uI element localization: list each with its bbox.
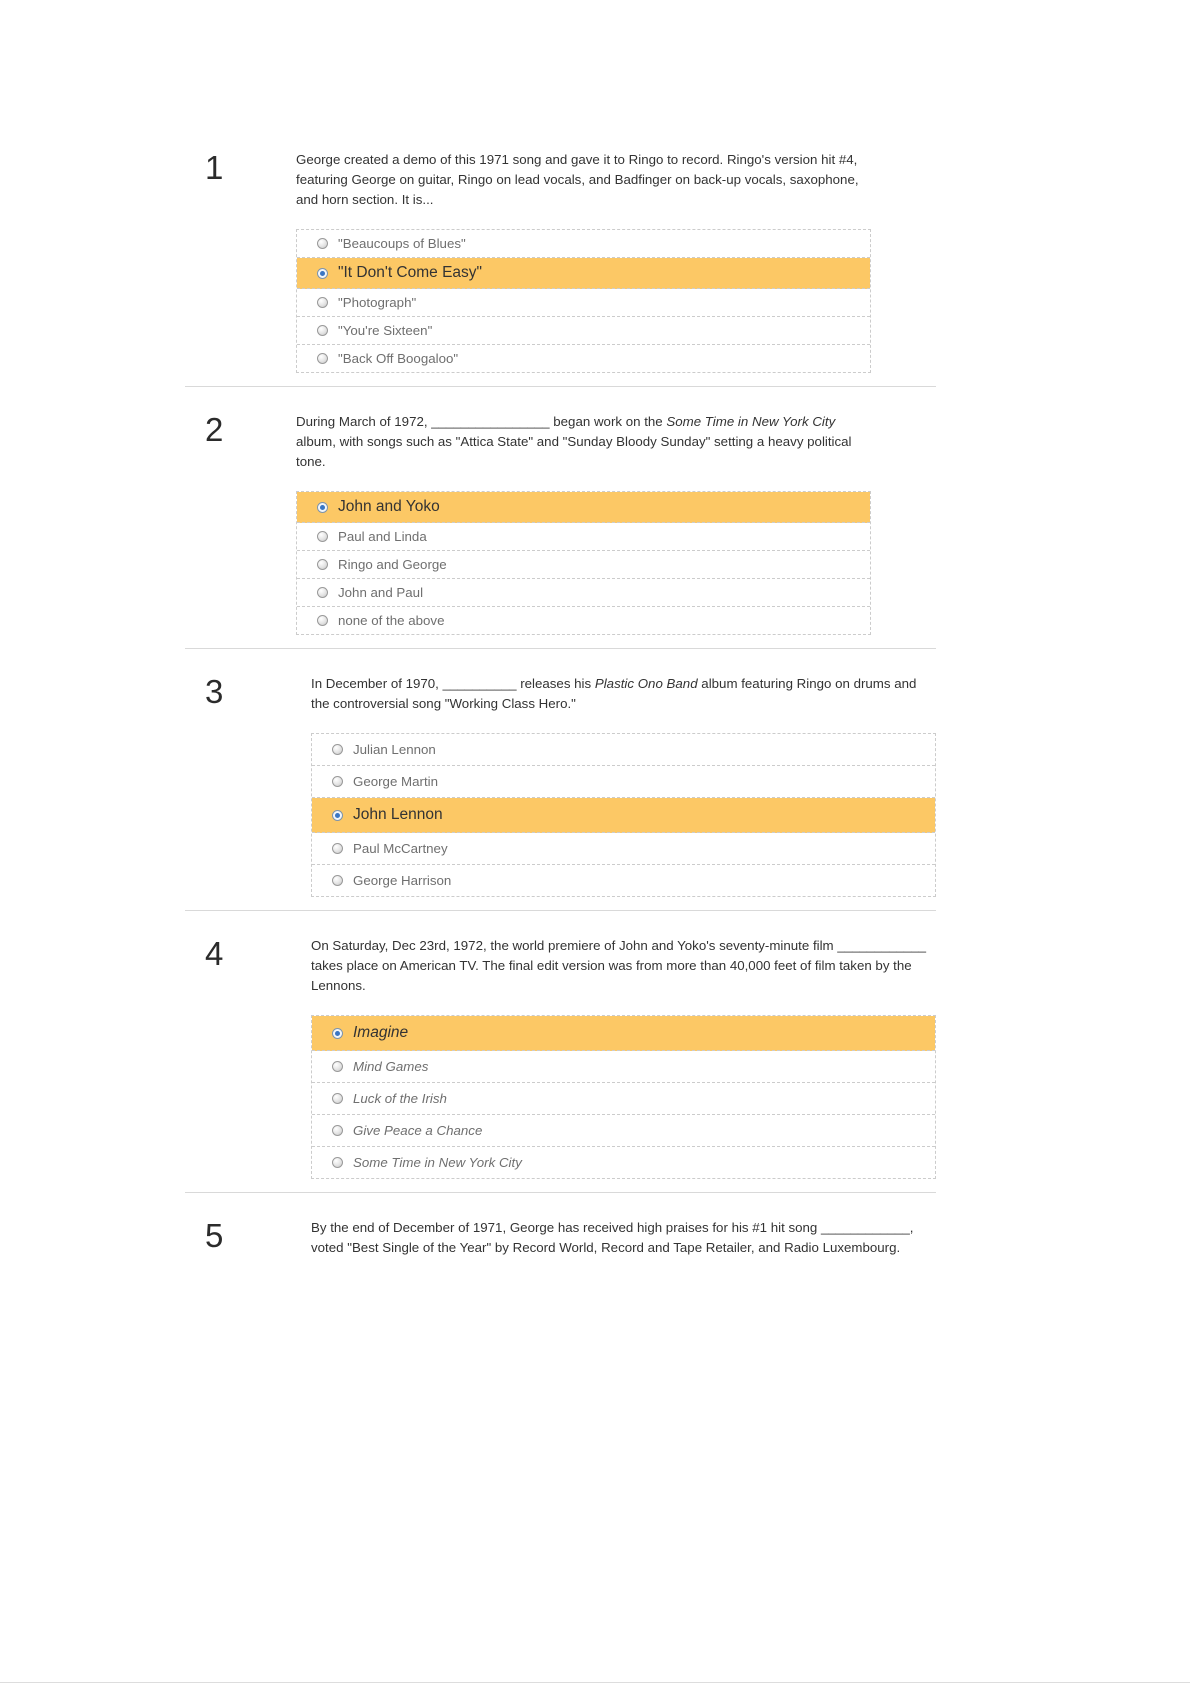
option-row[interactable] [297,258,870,289]
option-row[interactable] [312,1016,935,1051]
radio-icon[interactable] [332,875,343,886]
radio-icon[interactable] [317,238,328,249]
question-number: 2 [205,411,224,448]
radio-icon[interactable] [332,1157,343,1168]
radio-icon[interactable] [332,1125,343,1136]
answer-options [311,733,936,897]
option-label: George Martin [353,774,438,789]
option-row[interactable] [312,766,935,798]
answer-options [296,491,871,635]
question-number: 1 [205,149,224,186]
option-label: "It Don't Come Easy" [338,264,483,281]
question-prompt: During March of 1972, ________________ began work on the Some Time in New York City album, with songs such as "Attica State" and "Sunday Bloody Sunday" setting a heavy political tone. [296,414,852,469]
question-2 [0,387,1190,648]
radio-icon[interactable] [317,297,328,308]
option-row[interactable] [312,865,935,896]
question-5 [0,1193,1190,1290]
option-label: Paul McCartney [353,841,448,856]
question-1 [0,150,1190,386]
bottom-divider [0,1682,1190,1683]
option-row[interactable] [312,1147,935,1178]
question-prompt: In December of 1970, __________ releases his Plastic Ono Band album featuring Ringo on drums and the controversial song "Working Class Hero." [311,676,917,711]
question-3 [0,649,1190,910]
radio-icon[interactable] [332,776,343,787]
radio-icon[interactable] [332,843,343,854]
radio-icon[interactable] [332,1093,343,1104]
question-number: 3 [205,673,224,710]
radio-icon[interactable] [332,1028,343,1039]
option-label: Julian Lennon [353,742,436,757]
question-prompt: By the end of December of 1971, George has received high praises for his #1 hit song ____________, voted "Best Single of the Year" by Record World, Record and Tape Retailer, and Radio Luxembourg. [311,1220,914,1255]
option-label: Ringo and George [338,557,447,572]
option-label: Luck of the Irish [353,1091,447,1106]
option-label: John and Yoko [338,498,440,515]
radio-icon[interactable] [317,325,328,336]
option-label: "Beaucoups of Blues" [338,236,466,251]
option-row[interactable] [297,579,870,607]
radio-icon[interactable] [317,268,328,279]
option-label: Paul and Linda [338,529,427,544]
option-label: "Photograph" [338,295,417,310]
option-row[interactable] [297,289,870,317]
option-label: none of the above [338,613,445,628]
answer-options [311,1015,936,1179]
option-label: "You're Sixteen" [338,323,433,338]
question-number: 4 [205,935,224,972]
radio-icon[interactable] [332,810,343,821]
radio-icon[interactable] [317,615,328,626]
radio-icon[interactable] [317,559,328,570]
radio-icon[interactable] [317,531,328,542]
question-prompt: George created a demo of this 1971 song and gave it to Ringo to record. Ringo's version hit #4, featuring George on guitar, Ringo on lead vocals, and Badfinger on back-up vocals, saxophone, and horn section. It is... [296,152,859,207]
option-label: Give Peace a Chance [353,1123,483,1138]
question-prompt: On Saturday, Dec 23rd, 1972, the world premiere of John and Yoko's seventy-minute film ____________ takes place on American TV. The final edit version was from more than 40,000 feet of film taken by the Lennons. [311,938,927,993]
radio-icon[interactable] [332,1061,343,1072]
option-label: John Lennon [353,806,443,823]
option-row[interactable] [312,833,935,865]
answer-options [296,229,871,373]
option-label: Imagine [353,1024,409,1041]
option-row[interactable] [312,1115,935,1147]
question-4 [0,911,1190,1192]
option-row[interactable] [297,523,870,551]
radio-icon[interactable] [317,353,328,364]
option-row[interactable] [297,345,870,372]
option-row[interactable] [297,551,870,579]
option-label: "Back Off Boogaloo" [338,351,459,366]
option-row[interactable] [297,230,870,258]
radio-icon[interactable] [317,502,328,513]
option-label: Mind Games [353,1059,429,1074]
option-row[interactable] [297,492,870,523]
option-row[interactable] [312,1083,935,1115]
option-row[interactable] [297,607,870,634]
radio-icon[interactable] [332,744,343,755]
option-row[interactable] [312,798,935,833]
question-number: 5 [205,1217,224,1254]
option-row[interactable] [312,734,935,766]
option-row[interactable] [312,1051,935,1083]
option-label: George Harrison [353,873,452,888]
option-label: John and Paul [338,585,424,600]
option-label: Some Time in New York City [353,1155,522,1170]
option-row[interactable] [297,317,870,345]
radio-icon[interactable] [317,587,328,598]
